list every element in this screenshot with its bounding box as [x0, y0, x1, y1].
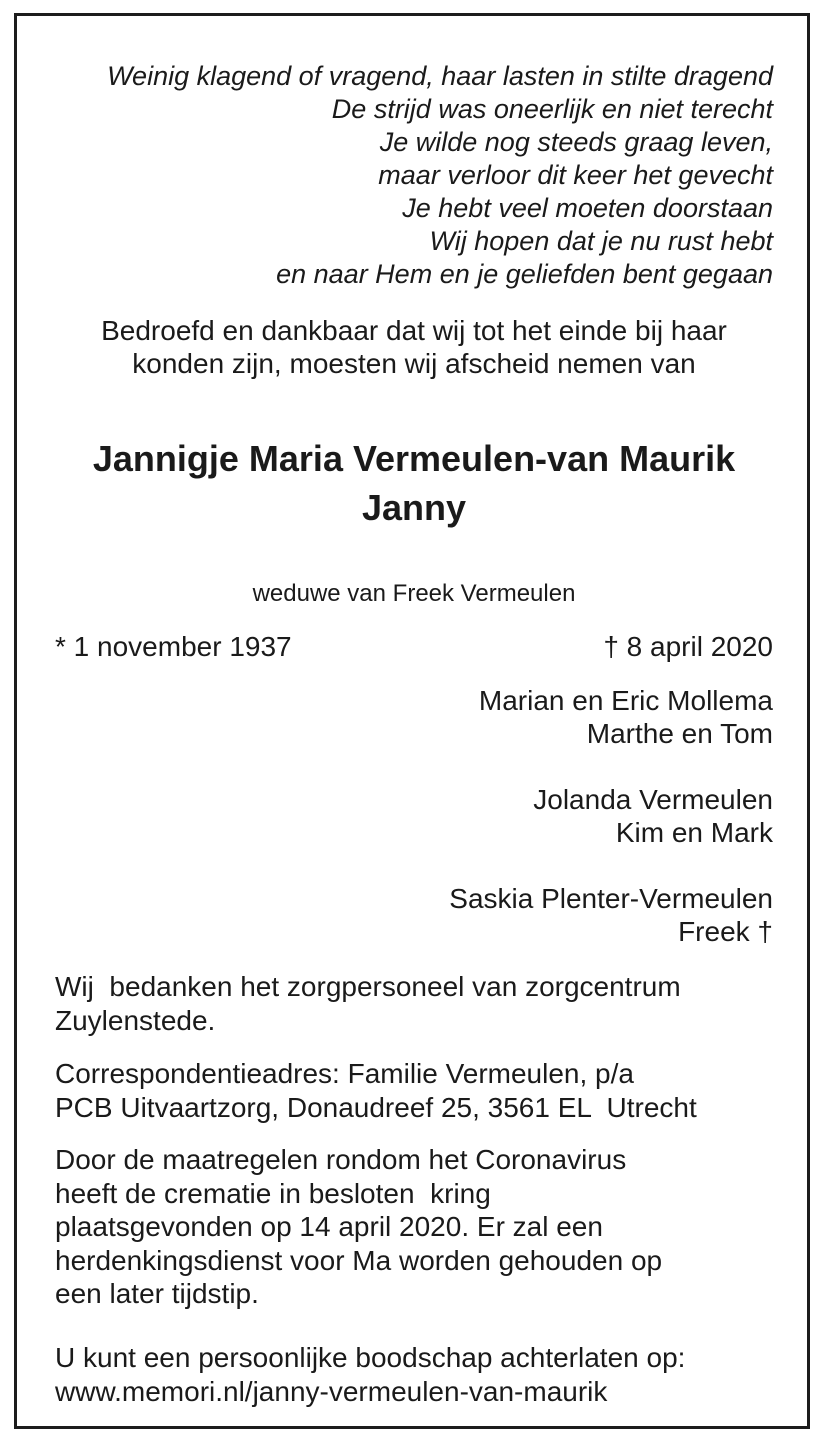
- message-line: U kunt een persoonlijke boodschap achterlaten op:: [55, 1342, 686, 1373]
- deceased-nickname: Janny: [361, 487, 467, 528]
- poem-line: Weinig klagend of vragend, haar lasten in stilte dragend: [107, 61, 773, 91]
- poem: [55, 60, 773, 291]
- memorial-url: www.memori.nl/janny-vermeulen-van-maurik: [55, 1375, 608, 1407]
- birth-date: * 1 november 1937: [55, 631, 292, 662]
- deceased-name-block: [45, 434, 783, 532]
- poem-line: maar verloor dit keer het gevecht: [378, 160, 773, 190]
- family-member: Marthe en Tom: [586, 718, 773, 749]
- death-date: † 8 april 2020: [603, 631, 773, 662]
- intro-text: [55, 314, 773, 380]
- intro-line: Bedroefd en dankbaar dat wij tot het einde bij haar: [101, 315, 727, 346]
- intro-line: konden zijn, moesten wij afscheid nemen van: [132, 348, 696, 379]
- address-line: Correspondentieadres: Familie Vermeulen, p/a: [55, 1058, 634, 1089]
- deceased-full-name: Jannigje Maria Vermeulen-van Maurik: [92, 438, 736, 479]
- thanks-line: Zuylenstede.: [55, 1004, 216, 1036]
- poem-line: Wij hopen dat je nu rust hebt: [429, 226, 773, 256]
- thanks-paragraph: [55, 970, 793, 1037]
- obituary-card: [14, 13, 810, 1429]
- widow-of: weduwe van Freek Vermeulen: [252, 580, 576, 607]
- corona-paragraph: [55, 1143, 793, 1311]
- corona-line: heeft de crematie in besloten kring: [55, 1177, 491, 1209]
- family-member: Saskia Plenter-Vermeulen: [449, 883, 773, 914]
- message-paragraph: [55, 1341, 793, 1408]
- thanks-line: Wij bedanken het zorgpersoneel van zorgcentrum: [55, 971, 681, 1002]
- family-group: [55, 684, 773, 750]
- corona-line: Door de maatregelen rondom het Coronavirus: [55, 1144, 627, 1175]
- poem-line: Je wilde nog steeds graag leven,: [379, 127, 773, 157]
- corona-line: plaatsgevonden op 14 april 2020. Er zal een: [55, 1211, 603, 1242]
- poem-line: en naar Hem en je geliefden bent gegaan: [276, 259, 773, 289]
- family-member: Freek †: [678, 916, 773, 947]
- family-list: [55, 684, 773, 948]
- family-group: [55, 783, 773, 849]
- family-group: [55, 882, 773, 948]
- corona-line: een later tijdstip.: [55, 1278, 259, 1309]
- poem-line: De strijd was oneerlijk en niet terecht: [331, 94, 773, 124]
- address-line: PCB Uitvaartzorg, Donaudreef 25, 3561 EL Utrecht: [55, 1091, 697, 1123]
- correspondence-address: [55, 1057, 793, 1124]
- family-member: Kim en Mark: [615, 817, 773, 848]
- family-member: Jolanda Vermeulen: [533, 784, 773, 815]
- poem-line: Je hebt veel moeten doorstaan: [402, 193, 773, 223]
- life-dates: [55, 630, 773, 664]
- family-member: Marian en Eric Mollema: [478, 685, 773, 716]
- corona-line: herdenkingsdienst voor Ma worden gehouden op: [55, 1244, 663, 1276]
